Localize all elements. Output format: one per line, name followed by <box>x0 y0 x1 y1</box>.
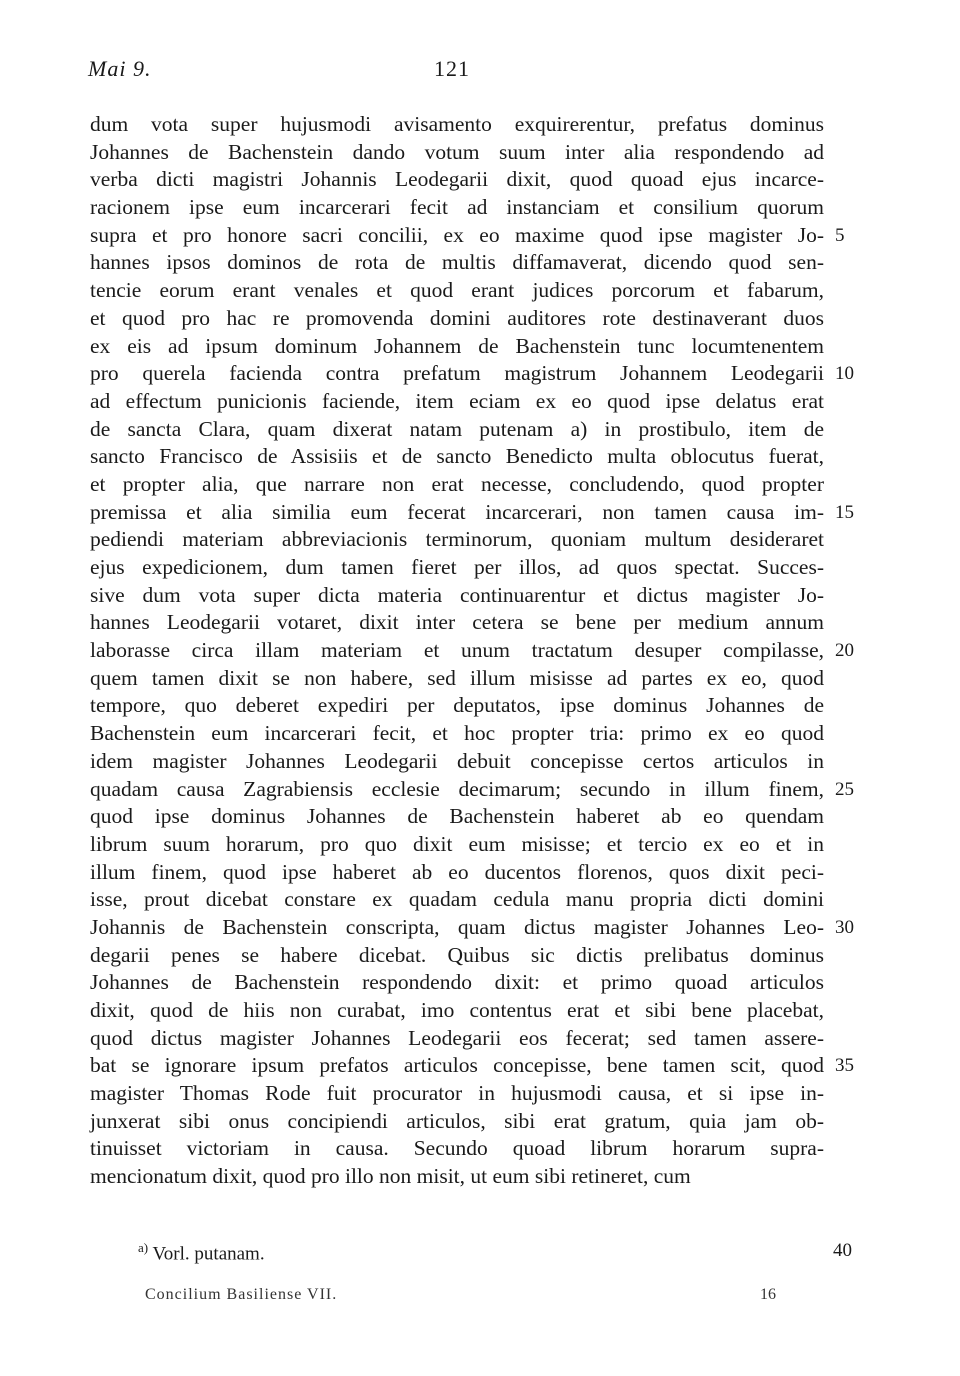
line-number: 30 <box>835 916 854 938</box>
text-line: sive dum vota super dicta materia continuarentur et dictus magister Jo- <box>90 582 824 607</box>
sheet-number: 16 <box>760 1286 776 1303</box>
text-line: premissa et alia similia eum fecerat incarcerari, non tamen causa im- 15 <box>90 499 824 527</box>
header-date: Mai 9. <box>88 56 152 81</box>
text-line: mencionatum dixit, quod pro illo non misit, ut eum sibi retineret, cum <box>90 1164 691 1189</box>
footnote-text: Vorl. putanam. <box>152 1243 265 1265</box>
page-header <box>88 56 828 86</box>
text-line: et propter alia, que narrare non erat necesse, concludendo, quod propter <box>90 471 824 496</box>
text-line: Johannes de Bachenstein respondendo dixit: et primo quoad articulos <box>90 970 824 995</box>
text-line: Johannis de Bachenstein conscripta, quam dictus magister Johannes Leo- 30 <box>90 914 824 942</box>
text-line: tinuisset victoriam in causa. Secundo quoad librum horarum supra- <box>90 1136 824 1161</box>
text-line: sancto Francisco de Assisiis et de sancto Benedicto multa oblocutus fuerat, <box>90 444 824 469</box>
text-line: tencie eorum erant venales et quod erant judices porcorum et fabarum, <box>90 278 824 303</box>
line-number: 5 <box>835 224 845 246</box>
text-line: hannes ipsos dominos de rota de multis diffamaverat, dicendo quod sen- <box>90 250 824 275</box>
text-line: quod ipse dominus Johannes de Bachenstein haberet ab eo quendam <box>90 804 824 829</box>
page-number: 121 <box>434 56 470 81</box>
footnote-marker: a) <box>138 1240 149 1255</box>
body-text <box>90 111 854 1191</box>
line-number: 25 <box>835 778 854 800</box>
line-number: 35 <box>835 1055 854 1077</box>
text-line: laborasse circa illam materiam et unum tractatum desuper compilasse, 20 <box>90 637 824 665</box>
line-number: 15 <box>835 501 854 523</box>
text-line: dum vota super hujusmodi avisamento exquirerentur, prefatus dominus <box>90 112 824 136</box>
text-line: dixit, quod de hiis non curabat, imo contentus erat et sibi bene placebat, <box>90 998 824 1022</box>
text-line: bat se ignorare ipsum prefatos articulos concepisse, bene tamen scit, quod 35 <box>90 1052 824 1080</box>
text-line: idem magister Johannes Leodegarii debuit concepisse certos articulos in <box>90 748 824 773</box>
line-number: 10 <box>835 363 854 385</box>
text-line: isse, prout dicebat constare ex quadam cedula manu propria dicti domini <box>90 887 824 912</box>
printer-signature: Concilium Basiliense VII. <box>145 1286 338 1303</box>
text-line: ejus expedicionem, dum tamen fieret per illos, ad quos spectat. Succes- <box>90 555 824 579</box>
line-number: 20 <box>835 640 854 662</box>
footnote-line-number: 40 <box>833 1240 852 1261</box>
text-line: Johannes de Bachenstein dando votum suum inter alia respondendo ad <box>90 139 824 164</box>
text-line: pro querela facienda contra prefatum magistrum Johannem Leodegarii 10 <box>90 360 824 388</box>
text-line: librum suum horarum, pro quo dixit eum misisse; et tercio ex eo et in <box>90 831 824 856</box>
text-line: supra et pro honore sacri concilii, ex eo maxime quod ipse magister Jo- 5 <box>90 222 824 250</box>
text-line: racionem ipse eum incarcerari fecit ad instanciam et consilium quorum <box>90 195 824 220</box>
text-line: quadam causa Zagrabiensis ecclesie decimarum; secundo in illum finem, 25 <box>90 776 824 804</box>
text-line: hannes Leodegarii votaret, dixit inter cetera se bene per medium annum <box>90 610 824 635</box>
text-line: degarii penes se habere dicebat. Quibus sic dictis prelibatus dominus <box>90 942 824 967</box>
text-line: quod dictus magister Johannes Leodegarii eos fecerat; sed tamen assere- <box>90 1025 824 1050</box>
text-line: illum finem, quod ipse haberet ab eo ducentos florenos, quos dixit peci- <box>90 859 824 884</box>
text-line: Bachenstein eum incarcerari fecit, et hoc propter tria: primo ex eo quod <box>90 721 824 746</box>
text-line: ex eis ad ipsum dominum Johannem de Bachenstein tunc locumtenentem <box>90 333 824 358</box>
footnote <box>138 1240 265 1265</box>
text-line: verba dicti magistri Johannis Leodegarii dixit, quod quoad ejus incarce- <box>90 167 824 192</box>
text-line: et quod pro hac re promovenda domini auditores rote destinaverant duos <box>90 305 824 330</box>
text-line: pediendi materiam abbreviacionis terminorum, quoniam multum desideraret <box>90 527 824 552</box>
text-line: quem tamen dixit se non habere, sed illum misisse ad partes ex eo, quod <box>90 665 824 690</box>
text-line: magister Thomas Rode fuit procurator in hujusmodi causa, et si ipse in- <box>90 1081 824 1106</box>
text-line: de sancta Clara, quam dixerat natam putenam a) in prostibulo, item de <box>90 416 824 441</box>
text-line: tempore, quo deberet expediri per deputatos, ipse dominus Johannes de <box>90 693 824 718</box>
text-line: junxerat sibi onus concipiendi articulos, sibi erat gratum, quia jam ob- <box>90 1108 824 1133</box>
text-line: ad effectum punicionis faciende, item eciam ex eo quod ipse delatus erat <box>90 388 824 413</box>
